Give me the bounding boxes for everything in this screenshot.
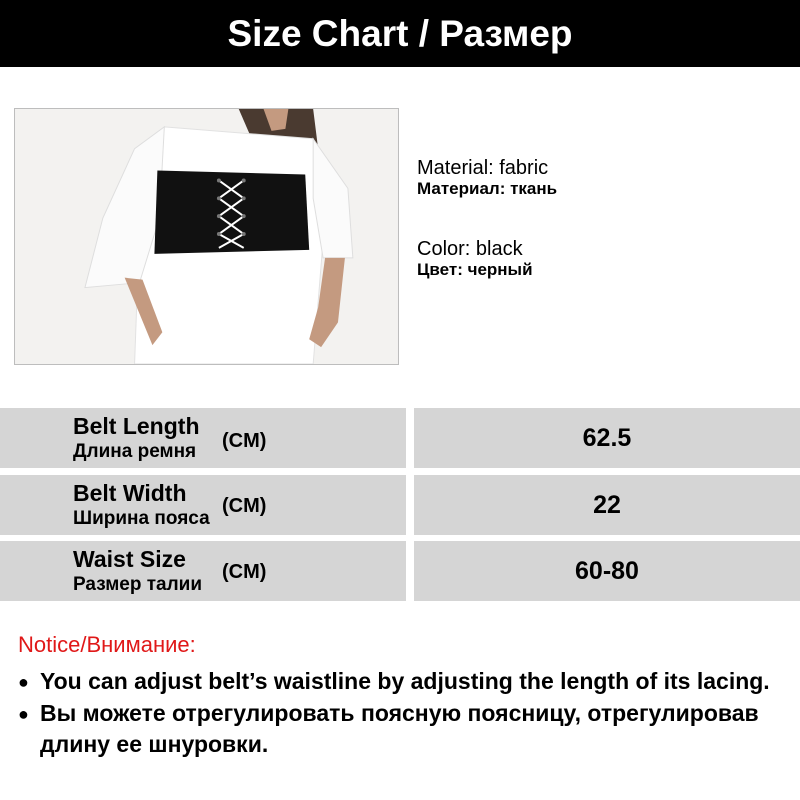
row-label-ru: Размер талии [73,574,203,595]
notice-bullet-text-continued: длину ее шнуровки. [40,731,269,757]
bullet-dot-icon: ● [18,704,29,724]
material-en: Material: fabric [417,157,549,179]
row-value: 60-80 [414,541,800,601]
color-ru: Цвет: черный [417,260,533,279]
color-spec [417,238,533,280]
row-label-ru: Длина ремня [73,441,197,462]
product-photo [14,108,399,365]
row-unit: (CM) [222,430,267,452]
table-row-label [0,408,406,468]
notice-title: Notice/Внимание: [18,632,196,657]
row-label-en: Belt Length [73,413,200,439]
bullet-dot-icon: ● [18,672,29,692]
page-title: Size Chart / Размер [0,0,800,67]
row-label-ru: Ширина пояса [73,508,210,529]
table-row-label [0,475,406,535]
table-row-label [0,541,406,601]
color-en: Color: black [417,238,523,260]
model-wearing-corset-belt-image [15,109,398,364]
row-unit: (CM) [222,495,267,517]
notice-bullet [18,666,793,697]
material-spec [417,157,557,199]
row-label-en: Belt Width [73,480,187,506]
row-label-en: Waist Size [73,546,186,572]
notice-bullet-text: You can adjust belt’s waistline by adjusting the length of its lacing. [40,668,770,694]
row-value: 22 [414,475,800,535]
row-value: 62.5 [414,408,800,468]
material-ru: Материал: ткань [417,179,558,198]
row-unit: (CM) [222,561,267,583]
notice-bullet [18,698,793,759]
notice-bullet-text: Вы можете отрегулировать поясную поясницу, отрегулировав [40,700,759,726]
